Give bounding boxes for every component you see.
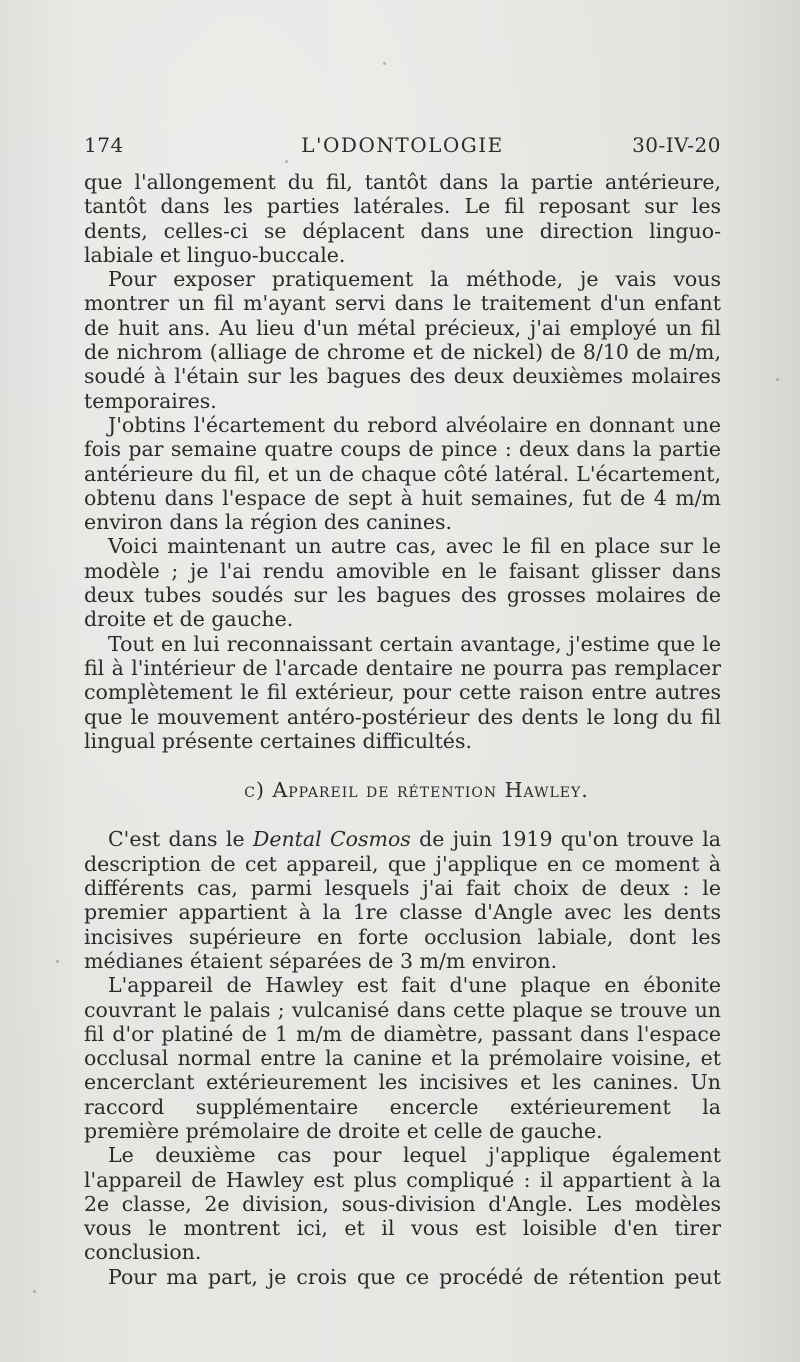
body-text xyxy=(84,170,721,1289)
paper-speck xyxy=(33,1290,36,1293)
issue-date: 30-IV-20 xyxy=(632,133,721,157)
paragraph-1: que l'allongement du fil, tantôt dans la partie antérieure, tantôt dans les parties latérales. Le fil reposant sur les dents, celles-ci se déplacent dans une direction linguo-labiale et linguo-buccale. xyxy=(84,170,721,267)
paper-speck xyxy=(383,62,386,65)
paper-speck xyxy=(285,160,288,163)
paragraph-5: Tout en lui reconnaissant certain avantage, j'estime que le fil à l'intérieur de l'arcade dentaire ne pourra pas remplacer complètement le fil extérieur, pour cette raison entre autres que le mouvement antéro-postérieur des dents le long du fil lingual présente certaines difficultés. xyxy=(84,631,721,753)
paragraph-6-text-a: C'est dans le xyxy=(108,827,253,852)
journal-title: L'ODONTOLOGIE xyxy=(301,133,504,157)
page-number: 174 xyxy=(84,133,124,157)
paragraph-3: J'obtins l'écartement du rebord alvéolaire en donnant une fois par semaine quatre coups de pince : deux dans la partie antérieure du fil, et un de chaque côté latéral. L'écartement, obtenu dans l'espace de sept à huit semaines, fut de 4 m/m environ dans la région des canines. xyxy=(84,412,721,535)
paragraph-8: Le deuxième cas pour lequel j'applique également l'appareil de Hawley est plus compliqué : il appartient à la 2e classe, 2e division, sous-division d'Angle. Les modèles vous le montrent ici, et il vous est loisible d'en tirer conclusion. xyxy=(84,1143,721,1265)
paragraph-2: Pour exposer pratiquement la méthode, je vais vous montrer un fil m'ayant servi dans le traitement d'un enfant de huit ans. Au lieu d'un métal précieux, j'ai employé un fil de nichrom (alliage de chrome et de nickel) de 8/10 de m/m, soudé à l'étain sur les bagues des deux deuxièmes molaires temporaires. xyxy=(84,267,721,413)
paragraph-9: Pour ma part, je crois que ce procédé de rétention peut xyxy=(108,1264,721,1289)
paragraph-6-text-b: de juin 1919 qu'on trouve la description de cet appareil, que j'applique en ce moment à différents cas, parmi lesquels j'ai fait choix de deux : le premier appartient à la 1re classe d'Angle avec les dents incisives supérieure en forte occlusion labiale, dont les médianes étaient séparées de 3 m/m environ. xyxy=(84,827,721,973)
paper-speck xyxy=(56,960,59,963)
paper-speck xyxy=(776,378,779,381)
journal-reference: Dental Cosmos xyxy=(252,827,411,852)
paragraph-7: L'appareil de Hawley est fait d'une plaque en ébonite couvrant le palais ; vulcanisé dans cette plaque se trouve un fil d'or platiné de 1 m/m de diamètre, passant dans l'espace occlusal normal entre la canine et la prémolaire voisine, et encerclant extérieurement les incisives et les canines. Un raccord supplémentaire encercle extérieurement la première prémolaire de droite et celle de gauche. xyxy=(84,973,721,1143)
section-heading: c) Appareil de rétention Hawley. xyxy=(244,778,589,803)
paragraph-4: Voici maintenant un autre cas, avec le fil en place sur le modèle ; je l'ai rendu amovible en le faisant glisser dans deux tubes soudés sur les bagues des grosses molaires de droite et de gauche. xyxy=(84,534,721,632)
paragraph-6 xyxy=(84,827,721,973)
running-header xyxy=(84,133,721,163)
